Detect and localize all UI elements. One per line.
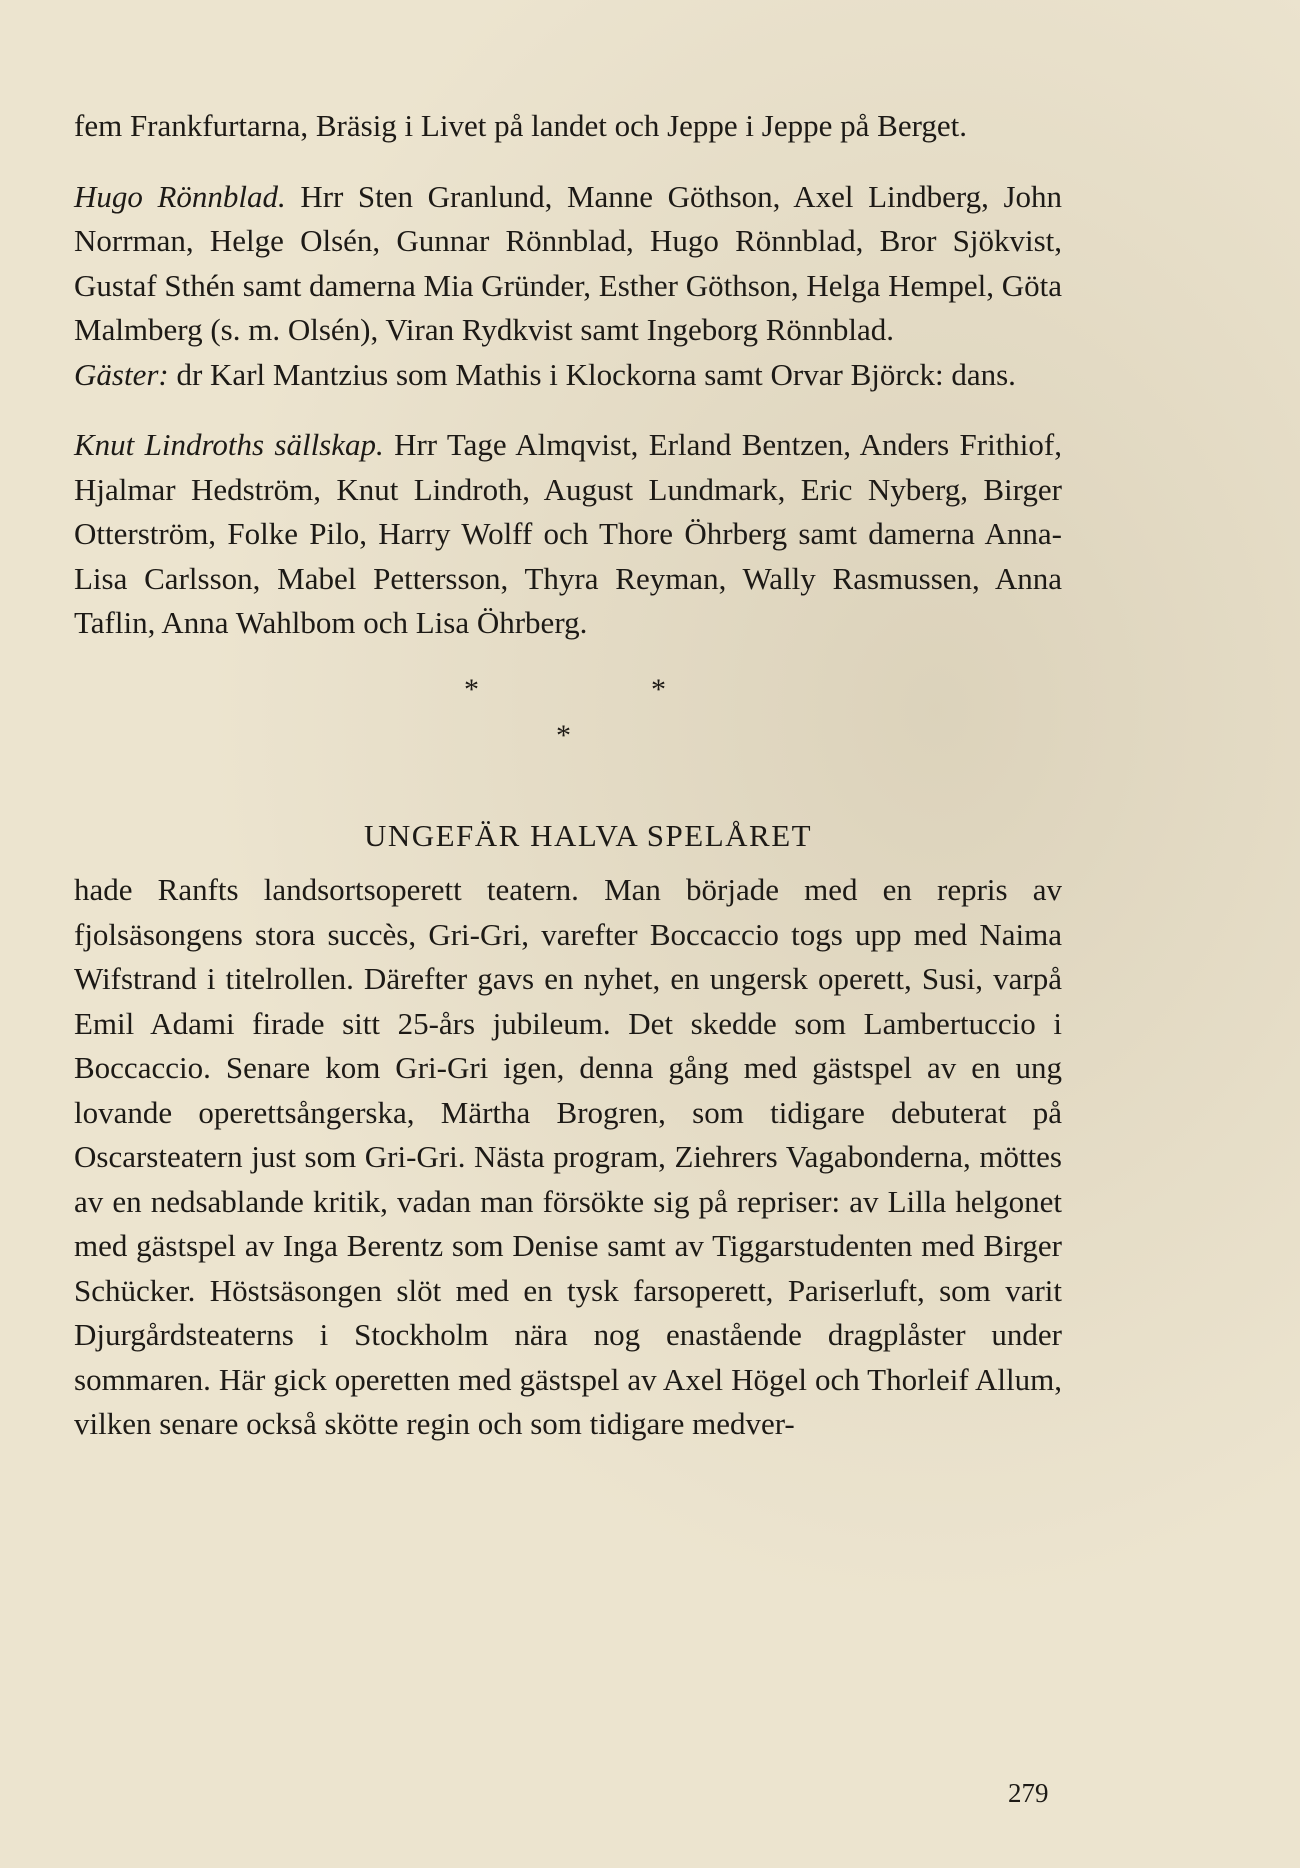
asterisk: *	[651, 672, 666, 706]
troupe-members: Hrr Sten Granlund, Manne Göthson, Axel Lindberg, John Norrman, Helge Olsén, Gunnar Rönnblad, Hugo Rönnblad, Bror Sjökvist, Gustaf Sthén samt damerna Mia Gründer, Esther Göthson, Helga Hempel, Göta Malmberg (s. m. Olsén), Viran Rydkvist samt Ingeborg Rönnblad.	[74, 178, 1063, 347]
troupe-name: Knut Lindroths sällskap.	[74, 427, 384, 462]
asterisk: *	[556, 718, 571, 752]
guests-text: dr Karl Mantzius som Mathis i Klockorna samt Orvar Björck: dans.	[176, 356, 1016, 392]
page-number: 279	[1008, 1778, 1049, 1808]
troupe-members: Hrr Tage Almqvist, Erland Bentzen, Anders Frithiof, Hjalmar Hedström, Knut Lindroth, August Lundmark, Eric Nyberg, Birger Otterström, Folke Pilo, Harry Wolff och Thore Öhrberg samt damerna Anna-Lisa Carlsson, Mabel Pettersson, Thyra Reyman, Wally Rasmussen, Anna Taflin, Anna Wahlbom och Lisa Öhrberg.	[74, 427, 1062, 640]
section-heading: UNGEFÄR HALVA SPELÅRET	[363, 817, 813, 853]
paragraph-ronnblad	[74, 175, 1062, 353]
troupe-name: Hugo Rönnblad.	[74, 178, 286, 214]
paragraph-lindroth	[74, 423, 1062, 646]
guests-label: Gäster:	[74, 356, 169, 392]
page-text	[74, 104, 1062, 1447]
asterisk: *	[464, 672, 479, 706]
paragraph-1: fem Frankfurtarna, Bräsig i Livet på landet och Jeppe i Jeppe på Berget.	[74, 108, 967, 143]
paragraph-operetta: hade Ranfts landsortsoperett teatern. Man började med en repris av fjolsäsongens stora succès, Gri-Gri, varefter Boccaccio togs upp med Naima Wifstrand i titelrollen. Därefter gavs en nyhet, en ungersk operett, Susi, varpå Emil Adami firade sitt 25-års jubileum. Det skedde som Lambertuccio i Boccaccio. Senare kom Gri-Gri igen, denna gång med gästspel av en ung lovande operettsångerska, Märtha Brogren, som tidigare debuterat på Oscarsteatern just som Gri-Gri. Nästa program, Ziehrers Vagabonderna, möttes av en nedsablande kritik, vadan man försökte sig på repriser: av Lilla helgonet med gästspel av Inga Berentz som Denise samt av Tiggarstudenten med Birger Schücker. Höstsäsongen slöt med en tysk farsoperett, Pariserluft, som varit Djurgårdsteaterns i Stockholm nära nog enastående dragplåster under sommaren. Här gick operetten med gästspel av Axel Högel och Thorleif Allum, vilken senare också skötte regin och som tidigare medver-	[74, 872, 1062, 1441]
paragraph-guests	[74, 353, 1062, 398]
section-separator	[74, 668, 1062, 764]
